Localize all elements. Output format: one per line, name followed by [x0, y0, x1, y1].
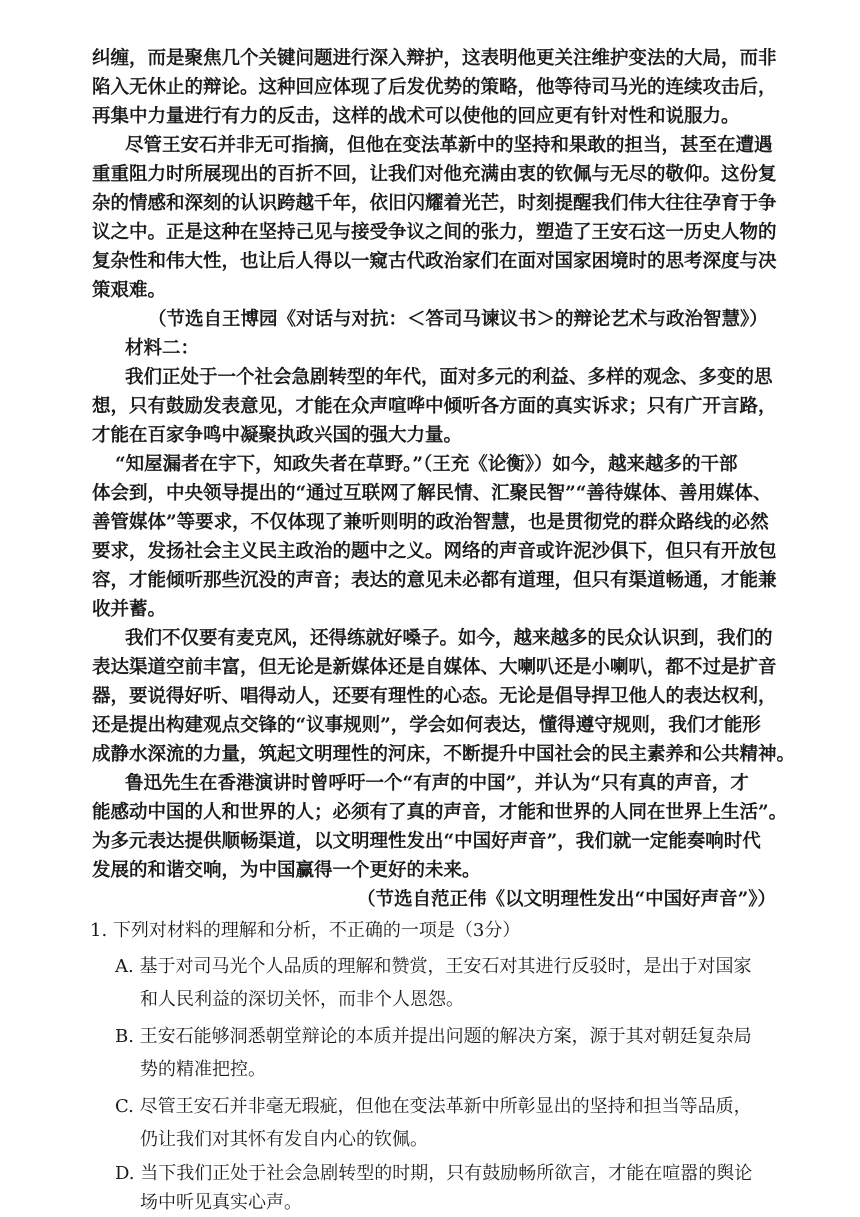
para6-line-4: 发展的和谐交响，为中国赢得一个更好的未来。	[92, 860, 481, 881]
para2-line-4: 议之中。正是这种在坚持己见与接受争议之间的张力，塑造了王安石这一历史人物的	[92, 222, 777, 243]
option-a-line-1: A. 基于对司马光个人品质的理解和赞赏，王安石对其进行反驳时，是出于对国家	[115, 956, 752, 977]
option-b-line-1: B. 王安石能够洞悉朝堂辩论的本质并提出问题的解决方案，源于其对朝廷复杂局	[115, 1026, 752, 1047]
para5-line-2: 表达渠道空前丰富，但无论是新媒体还是自媒体、大喇叭还是小喇叭，都不过是扩音	[92, 657, 777, 678]
para3-line-1: 我们正处于一个社会急剧转型的年代，面对多元的利益、多样的观念、多变的思	[125, 367, 773, 388]
para4-line-1: “知屋漏者在宇下，知政失者在草野。”（王充《论衡》）如今，越来越多的干部	[115, 454, 738, 475]
para2-line-2: 重重阻力时所展现出的百折不回，让我们对他充满由衷的钦佩与无尽的敬仰。这份复	[92, 164, 777, 185]
para5-line-1: 我们不仅要有麦克风，还得练就好嗓子。如今，越来越多的民众认识到，我们的	[125, 628, 773, 649]
para4-line-5: 容，才能倾听那些沉没的声音；表达的意见未必都有道理，但只有渠道畅通，才能兼	[92, 570, 777, 591]
para2-line-6: 策艰难。	[92, 280, 167, 301]
para5-line-4: 还是提出构建观点交锋的“议事规则”，学会如何表达，懂得遵守规则，我们才能形	[92, 715, 761, 736]
question-stem: 1. 下列对材料的理解和分析，不正确的一项是（3分）	[90, 920, 521, 941]
option-c-line-2: 仍让我们对其怀有发自内心的钦佩。	[140, 1129, 428, 1150]
para6-line-3: 为多元表达提供顺畅渠道，以文明理性发出“中国好声音”，我们就一定能奏响时代	[92, 831, 761, 852]
para3-line-2: 想，只有鼓励发表意见，才能在众声喧哗中倾听各方面的真实诉求；只有广开言路，	[92, 396, 777, 417]
para6-line-1: 鲁迅先生在香港演讲时曾呼吁一个“有声的中国”，并认为“只有真的声音，才	[125, 773, 749, 794]
option-c-line-1: C. 尽管王安石并非毫无瑕疵，但他在变法革新中所彰显出的坚持和担当等品质，	[115, 1096, 752, 1117]
source-citation-2: （节选自范正伟《以文明理性发出“中国好声音”》）	[357, 889, 777, 910]
para4-line-4: 要求，发扬社会主义民主政治的题中之义。网络的声音或许泥沙俱下，但只有开放包	[92, 541, 777, 562]
para6-line-2: 能感动中国的人和世界的人；必须有了真的声音，才能和世界的人同在世界上生活”。	[92, 802, 788, 823]
para5-line-5: 成静水深流的力量，筑起文明理性的河床，不断提升中国社会的民主素养和公共精神。	[92, 744, 796, 765]
option-d-line-2: 场中听见真实心声。	[140, 1192, 302, 1213]
para2-line-5: 复杂性和伟大性，也让后人得以一窥古代政治家们在面对国家困境时的思考深度与决	[92, 251, 777, 272]
material2-title: 材料二：	[125, 338, 200, 359]
para2-line-1: 尽管王安石并非无可指摘，但他在变法革新中的坚持和果敢的担当，甚至在遭遇	[125, 135, 773, 156]
para4-line-3: 善管媒体”等要求，不仅体现了兼听则明的政治智慧，也是贯彻党的群众路线的必然	[92, 512, 769, 533]
option-a-line-2: 和人民利益的深切关怀，而非个人恩怨。	[140, 989, 464, 1010]
para1-line-1: 纠缠，而是聚焦几个关键问题进行深入辩护，这表明他更关注维护变法的大局，而非	[92, 48, 777, 69]
para1-line-3: 再集中力量进行有力的反击，这样的战术可以使他的回应更有针对性和说服力。	[92, 106, 740, 127]
para1-line-2: 陷入无休止的辩论。这种回应体现了后发优势的策略，他等待司马光的连续攻击后，	[92, 77, 777, 98]
option-b-line-2: 势的精准把控。	[140, 1059, 266, 1080]
para4-line-2: 体会到，中央领导提出的“通过互联网了解民情、汇聚民智”“善待媒体、善用媒体、	[92, 483, 772, 504]
para4-line-6: 收并蓄。	[92, 599, 167, 620]
para5-line-3: 器，要说得好听、唱得动人，还要有理性的心态。无论是倡导捍卫他人的表达权利，	[92, 686, 777, 707]
option-d-line-1: D. 当下我们正处于社会急剧转型的时期，只有鼓励畅所欲言，才能在喧嚣的舆论	[115, 1163, 753, 1184]
source-citation-1: （节选自王博园《对话与对抗：＜答司马谏议书＞的辩论艺术与政治智慧》）	[148, 309, 768, 330]
para2-line-3: 杂的情感和深刻的认识跨越千年，依旧闪耀着光芒，时刻提醒我们伟大往往孕育于争	[92, 193, 777, 214]
para3-line-3: 才能在百家争鸣中凝聚执政兴国的强大力量。	[92, 425, 463, 446]
